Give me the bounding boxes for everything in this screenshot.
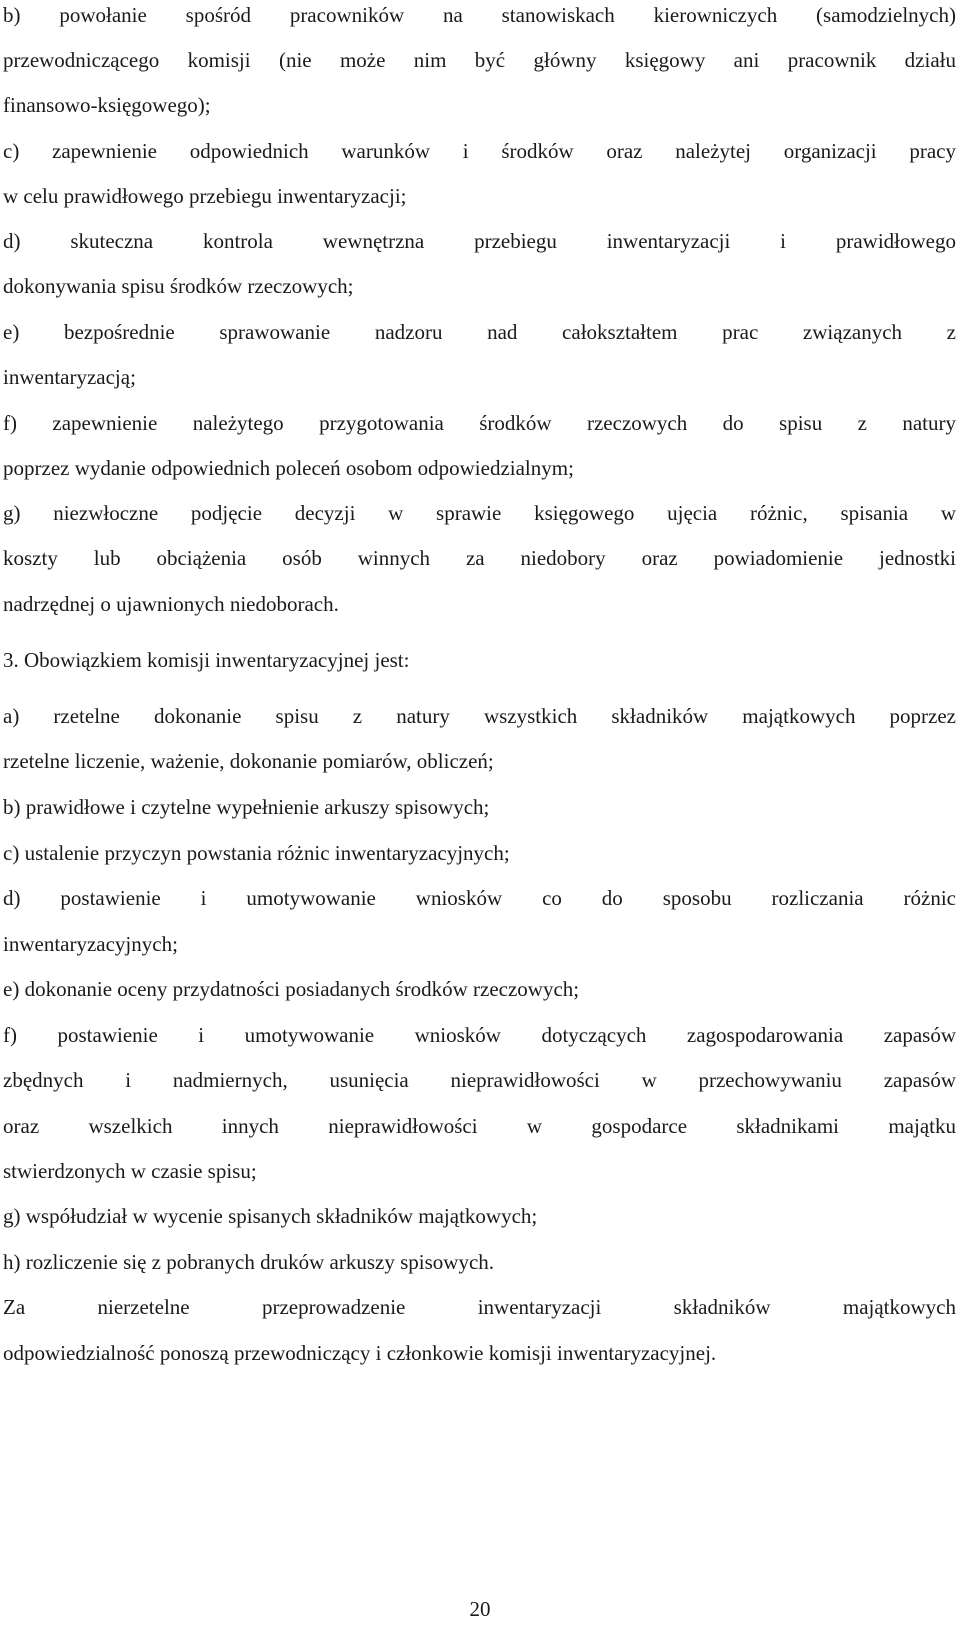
text-line: Za nierzetelne przeprowadzenie inwentaryzacji składników majątkowych bbox=[3, 1295, 956, 1319]
text-line: b) prawidłowe i czytelne wypełnienie arkuszy spisowych; bbox=[3, 795, 490, 819]
text-line: f) postawienie i umotywowanie wniosków dotyczących zagospodarowania zapasów bbox=[3, 1023, 956, 1047]
text-line: c) ustalenie przyczyn powstania różnic inwentaryzacyjnych; bbox=[3, 841, 510, 865]
text-line: inwentaryzacyjnych; bbox=[3, 932, 178, 956]
text-line: d) postawienie i umotywowanie wniosków co do sposobu rozliczania różnic bbox=[3, 886, 956, 910]
text-line: oraz wszelkich innych nieprawidłowości w gospodarce składnikami majątku bbox=[3, 1114, 956, 1138]
text-line: inwentaryzacją; bbox=[3, 365, 136, 389]
text-line: g) niezwłoczne podjęcie decyzji w sprawie księgowego ujęcia różnic, spisania w bbox=[3, 501, 956, 525]
text-line: e) dokonanie oceny przydatności posiadanych środków rzeczowych; bbox=[3, 977, 580, 1001]
text-line: koszty lub obciążenia osób winnych za niedobory oraz powiadomienie jednostki bbox=[3, 546, 956, 570]
text-line: h) rozliczenie się z pobranych druków arkuszy spisowych. bbox=[3, 1250, 495, 1274]
text-line: stwierdzonych w czasie spisu; bbox=[3, 1159, 257, 1183]
section-heading: 3. Obowiązkiem komisji inwentaryzacyjnej jest: bbox=[3, 648, 410, 672]
text-line: c) zapewnienie odpowiednich warunków i środków oraz należytej organizacji pracy bbox=[3, 139, 956, 163]
page-number: 20 bbox=[469, 1597, 491, 1621]
text-line: przewodniczącego komisji (nie może nim być główny księgowy ani pracownik działu bbox=[3, 48, 956, 72]
text-line: a) rzetelne dokonanie spisu z natury wszystkich składników majątkowych poprzez bbox=[3, 704, 956, 728]
text-line: rzetelne liczenie, ważenie, dokonanie pomiarów, obliczeń; bbox=[3, 749, 494, 773]
text-line: g) współudział w wycenie spisanych składników majątkowych; bbox=[3, 1204, 538, 1228]
text-line: nadrzędnej o ujawnionych niedoborach. bbox=[3, 592, 339, 616]
text-line: zbędnych i nadmiernych, usunięcia nieprawidłowości w przechowywaniu zapasów bbox=[3, 1068, 956, 1092]
text-line: b) powołanie spośród pracowników na stanowiskach kierowniczych (samodzielnych) bbox=[3, 3, 956, 27]
text-line: dokonywania spisu środków rzeczowych; bbox=[3, 274, 354, 298]
text-line: poprzez wydanie odpowiednich poleceń osobom odpowiedzialnym; bbox=[3, 456, 574, 480]
text-line: finansowo-księgowego); bbox=[3, 93, 211, 117]
text-line: w celu prawidłowego przebiegu inwentaryzacji; bbox=[3, 184, 407, 208]
text-line: d) skuteczna kontrola wewnętrzna przebiegu inwentaryzacji i prawidłowego bbox=[3, 229, 956, 253]
text-line: f) zapewnienie należytego przygotowania środków rzeczowych do spisu z natury bbox=[3, 411, 956, 435]
text-line: odpowiedzialność ponoszą przewodniczący i członkowie komisji inwentaryzacyjnej. bbox=[3, 1341, 717, 1365]
text-line: e) bezpośrednie sprawowanie nadzoru nad całokształtem prac związanych z bbox=[3, 320, 956, 344]
